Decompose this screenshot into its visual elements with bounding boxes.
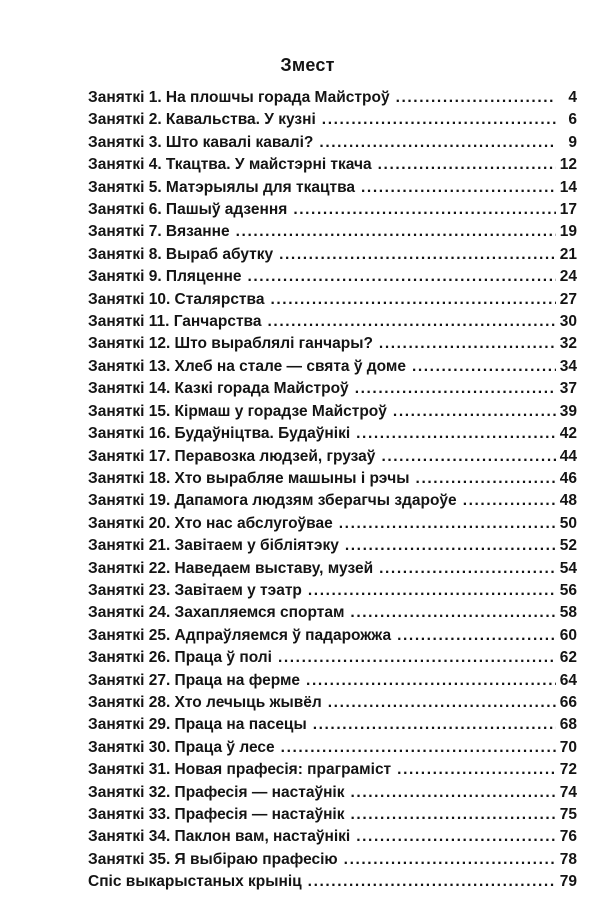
dot-leader <box>247 266 556 288</box>
toc-entry <box>88 580 577 602</box>
toc-entry-page: 46 <box>559 469 577 487</box>
dot-leader <box>416 468 556 490</box>
toc-entry-label: Заняткі 20. Хто нас абслугоўвае <box>88 514 333 532</box>
dot-leader <box>379 333 556 355</box>
dot-leader <box>351 782 557 804</box>
toc-entry-page: 14 <box>559 178 577 196</box>
toc-entry-page: 62 <box>559 649 577 667</box>
dot-leader <box>345 535 556 557</box>
toc-entry-label: Заняткі 27. Праца на ферме <box>88 671 301 689</box>
dot-leader <box>378 154 556 176</box>
toc-entry-page: 12 <box>559 156 577 174</box>
toc-entry-label: Заняткі 10. Сталярства <box>88 290 265 308</box>
toc-entry-label: Заняткі 7. Вязанне <box>88 223 230 241</box>
dot-leader <box>319 132 556 154</box>
dot-leader <box>361 177 556 199</box>
toc-entry <box>88 446 577 468</box>
toc-entry-label: Заняткі 22. Наведаем выставу, музей <box>88 559 374 577</box>
toc-entry-label: Заняткі 21. Завітаем у бібліятэку <box>88 537 339 555</box>
dot-leader <box>356 826 556 848</box>
toc-entry <box>88 401 577 423</box>
dot-leader <box>412 356 556 378</box>
toc-entry-page: 6 <box>568 111 577 129</box>
toc-entry <box>88 356 577 378</box>
toc-entry-page: 75 <box>559 806 577 823</box>
toc-entry-page: 24 <box>559 268 577 286</box>
toc-entry <box>88 266 577 288</box>
toc-entry-label: Заняткі 12. Што выраблялі ганчары? <box>88 335 373 353</box>
dot-leader <box>308 871 556 893</box>
toc-entry <box>88 378 577 400</box>
toc-entry <box>88 871 577 893</box>
toc-entry-page: 74 <box>559 783 577 801</box>
toc-entry-label: Заняткі 32. Прафесія — настаўнік <box>88 783 345 801</box>
toc-entry-label: Заняткі 1. На плошчы горада Майстроў <box>88 89 390 106</box>
toc-entry-label: Заняткі 6. Пашыў адзення <box>88 201 288 219</box>
dot-leader <box>270 289 556 311</box>
toc-entry-page: 34 <box>559 357 577 375</box>
dot-leader <box>381 446 556 468</box>
dot-leader <box>328 692 556 714</box>
toc-entry-label: Заняткі 30. Праца ў лесе <box>88 738 275 756</box>
toc-entry-page: 17 <box>559 201 577 219</box>
toc-entry-page: 64 <box>559 671 577 689</box>
toc-entry-page: 44 <box>559 447 577 465</box>
toc-entry <box>88 826 577 848</box>
toc-entry <box>88 759 577 781</box>
toc-entry-label: Спіс выкарыстаных крыніц <box>88 873 302 891</box>
toc-entry <box>88 647 577 669</box>
toc-entry <box>88 423 577 445</box>
toc-entry-page: 39 <box>559 402 577 420</box>
toc-entry-label: Заняткі 18. Хто вырабляе машыны і рэчы <box>88 469 410 487</box>
toc-entry <box>88 602 577 624</box>
toc-entry-label: Заняткі 16. Будаўніцтва. Будаўнікі <box>88 425 351 443</box>
toc-entry <box>88 199 577 221</box>
dot-leader <box>355 378 556 400</box>
toc-entry-label: Заняткі 8. Выраб абутку <box>88 245 274 263</box>
toc-entry <box>88 692 577 714</box>
dot-leader <box>379 558 556 580</box>
toc-entry-page: 58 <box>559 604 577 622</box>
toc-entry <box>88 513 577 535</box>
dot-leader <box>308 580 556 602</box>
toc-entry-page: 4 <box>568 89 577 106</box>
toc-entry-page: 54 <box>559 559 577 577</box>
toc-entry-page: 48 <box>559 492 577 510</box>
toc-entry-page: 70 <box>559 738 577 756</box>
toc-entry <box>88 558 577 580</box>
toc-entry-page: 79 <box>559 873 577 891</box>
toc-entry <box>88 714 577 736</box>
dot-leader <box>279 244 556 266</box>
toc-entry <box>88 333 577 355</box>
toc-entry-page: 50 <box>559 514 577 532</box>
toc-entry-label: Заняткі 35. Я выбіраю прафесію <box>88 850 338 868</box>
toc-entry-page: 76 <box>559 828 577 846</box>
dot-leader <box>278 647 556 669</box>
dot-leader <box>313 714 556 736</box>
toc-entry-page: 52 <box>559 537 577 555</box>
toc-entry <box>88 244 577 266</box>
toc-entry <box>88 154 577 176</box>
toc-entry-label: Заняткі 33. Прафесія — настаўнік <box>88 806 345 823</box>
toc-entry <box>88 132 577 154</box>
toc-entry-label: Заняткі 9. Пляценне <box>88 268 242 286</box>
toc-entry-label: Заняткі 15. Кірмаш у горадзе Майстроў <box>88 402 387 420</box>
dot-leader <box>236 221 556 243</box>
toc-entry-page: 19 <box>559 223 577 241</box>
toc-entry <box>88 625 577 647</box>
toc-entry <box>88 849 577 871</box>
toc-entry-label: Заняткі 25. Адпраўляемся ў падарожжа <box>88 626 392 644</box>
toc-entry <box>88 177 577 199</box>
toc-entry-page: 56 <box>559 581 577 599</box>
dot-leader <box>339 513 556 535</box>
dot-leader <box>306 670 556 692</box>
dot-leader <box>350 602 556 624</box>
toc-entry-page: 60 <box>559 626 577 644</box>
toc-entry-label: Заняткі 24. Захапляемся спортам <box>88 604 345 622</box>
toc-entry <box>88 737 577 759</box>
toc-entry-page: 27 <box>559 290 577 308</box>
dot-leader <box>396 87 556 109</box>
toc-entry-label: Заняткі 4. Ткацтва. У майстэрні ткача <box>88 156 372 174</box>
toc-entry <box>88 490 577 512</box>
toc-entry-label: Заняткі 23. Завітаем у тэатр <box>88 581 302 599</box>
toc-entry-page: 72 <box>559 761 577 779</box>
toc-entry-page: 78 <box>559 850 577 868</box>
page-title: Змест <box>280 55 335 75</box>
toc-entry-label: Заняткі 31. Новая прафесія: праграміст <box>88 761 392 779</box>
dot-leader <box>281 737 556 759</box>
toc-entry <box>88 87 577 109</box>
toc-entry-page: 32 <box>559 335 577 353</box>
toc-entry <box>88 289 577 311</box>
toc-entry <box>88 468 577 490</box>
toc-entry <box>88 311 577 333</box>
toc-entry-page: 66 <box>559 693 577 711</box>
toc-entry <box>88 535 577 557</box>
toc-entry-label: Заняткі 13. Хлеб на стале — свята ў доме <box>88 357 406 375</box>
dot-leader <box>268 311 556 333</box>
toc-entry-label: Заняткі 14. Казкі горада Майстроў <box>88 380 349 398</box>
toc-entry <box>88 221 577 243</box>
dot-leader <box>397 625 556 647</box>
toc-list <box>88 87 577 894</box>
toc-entry <box>88 804 577 826</box>
dot-leader <box>293 199 556 221</box>
toc-entry-label: Заняткі 19. Дапамога людзям зберагчы здароўе <box>88 492 457 510</box>
toc-entry-label: Заняткі 17. Перавозка людзей, грузаў <box>88 447 376 465</box>
toc-entry-label: Заняткі 26. Праца ў полі <box>88 649 272 667</box>
dot-leader <box>351 804 557 826</box>
dot-leader <box>344 849 556 871</box>
toc-entry-label: Заняткі 34. Паклон вам, настаўнікі <box>88 828 351 846</box>
toc-entry <box>88 670 577 692</box>
toc-entry-page: 42 <box>559 425 577 443</box>
dot-leader <box>356 423 556 445</box>
toc-entry-page: 9 <box>568 133 577 151</box>
toc-entry <box>88 109 577 131</box>
toc-entry-label: Заняткі 2. Кавальства. У кузні <box>88 111 316 129</box>
toc-entry-label: Заняткі 28. Хто лечыць жывёл <box>88 693 322 711</box>
toc-entry-label: Заняткі 29. Праца на пасецы <box>88 716 307 734</box>
toc-entry-page: 21 <box>559 245 577 263</box>
toc-entry-page: 30 <box>559 313 577 331</box>
toc-entry-label: Заняткі 3. Што кавалі кавалі? <box>88 133 314 151</box>
toc-entry-label: Заняткі 5. Матэрыялы для ткацтва <box>88 178 356 196</box>
toc-entry-page: 68 <box>559 716 577 734</box>
toc-entry-page: 37 <box>559 380 577 398</box>
toc-entry <box>88 782 577 804</box>
dot-leader <box>322 109 556 131</box>
dot-leader <box>393 401 556 423</box>
toc-entry-label: Заняткі 11. Ганчарства <box>88 313 262 331</box>
dot-leader <box>397 759 556 781</box>
dot-leader <box>463 490 556 512</box>
